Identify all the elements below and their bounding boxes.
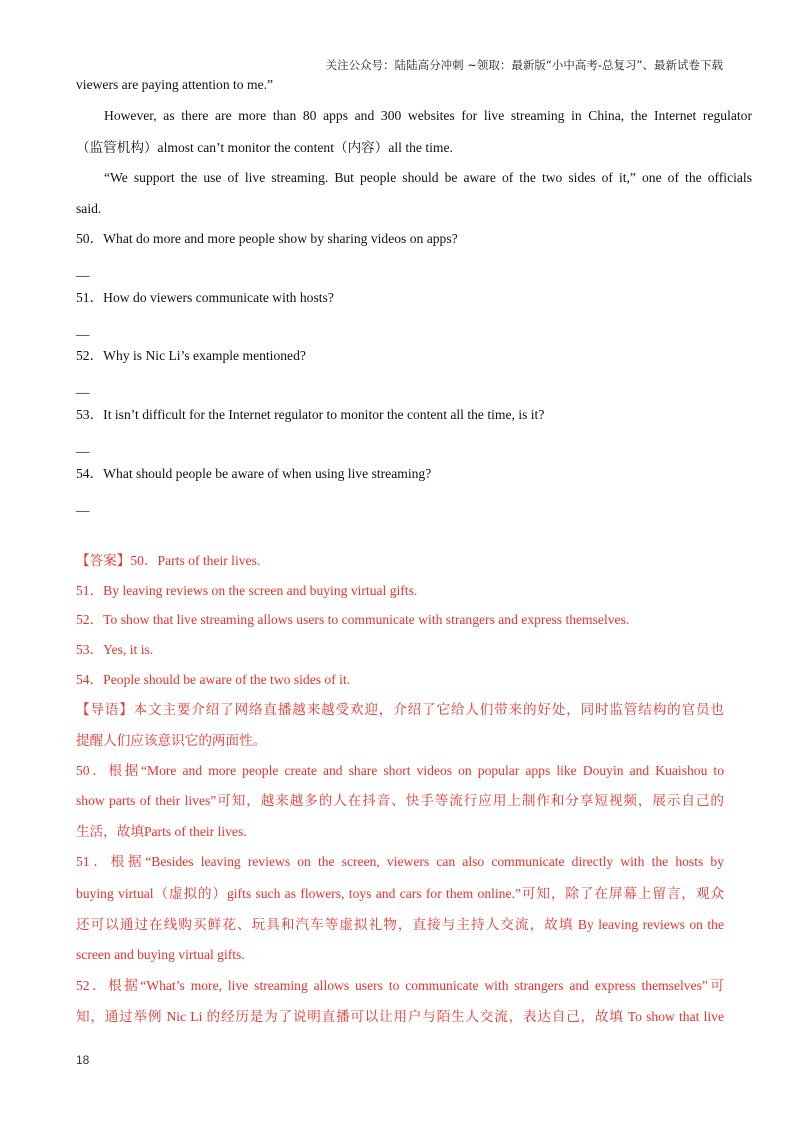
explanation-52-line: 知，通过举例 Nic Li 的经历是为了说明直播可以让用户与陌生人交流，表达自己，故填 To show that live — [76, 1009, 724, 1024]
passage-paragraph: However, as there are more than 80 apps and 300 websites for live streaming in China, the Internet regulator — [104, 108, 752, 123]
answer-label: 【答案】 — [76, 553, 131, 568]
passage-line: viewers are paying attention to me.” — [76, 77, 274, 92]
guide-line: 提醒人们应该意识它的两面性。 — [76, 733, 267, 748]
question-51: 51．How do viewers communicate with hosts? — [76, 290, 334, 305]
answer-blank-52: __ — [76, 380, 90, 395]
explanation-51-line: buying virtual（虚拟的）gifts such as flowers, toys and cars for them online.”可知，除了在屏幕上留言，观众 — [76, 886, 724, 901]
question-54: 54．What should people be aware of when using live streaming? — [76, 466, 432, 481]
answer-blank-53: __ — [76, 439, 90, 454]
page-number: 18 — [76, 1053, 90, 1067]
passage-line: （监管机构）almost can’t monitor the content（内容）all the time. — [76, 140, 453, 155]
answer-53: 53．Yes, it is. — [76, 642, 154, 657]
answer-blank-51: __ — [76, 322, 90, 337]
explanation-51-line: 还可以通过在线购买鲜花、玩具和汽车等虚拟礼物，直接与主持人交流，故填 By leaving reviews on the — [76, 917, 724, 932]
passage-line: said. — [76, 201, 102, 216]
passage-paragraph: “We support the use of live streaming. But people should be aware of the two sides of it,” one of the officials — [104, 170, 752, 185]
explanation-52-line: 52．根据“What’s more, live streaming allows users to communicate with strangers and express themselves”可 — [76, 978, 724, 993]
explanation-51-line: 51．根据“Besides leaving reviews on the screen, viewers can also communicate directly with the hosts by — [76, 854, 724, 869]
explanation-50-line: 50．根据“More and more people create and share short videos on popular apps like Douyin and Kuaishou to — [76, 763, 724, 778]
question-53: 53．It isn’t difficult for the Internet regulator to monitor the content all the time, is it? — [76, 407, 545, 422]
answer-text: 50．Parts of their lives. — [130, 553, 261, 568]
explanation-51-line: screen and buying virtual gifts. — [76, 947, 245, 962]
answer-blank-50: __ — [76, 263, 90, 278]
question-52: 52．Why is Nic Li’s example mentioned? — [76, 348, 306, 363]
explanation-50-line: show parts of their lives”可知，越来越多的人在抖音、快手等流行应用上制作和分享短视频，展示自己的 — [76, 793, 724, 808]
answer-blank-54: __ — [76, 498, 90, 513]
guide-line: 【导语】本文主要介绍了网络直播越来越受欢迎，介绍了它给人们带来的好处，同时监管结构的官员也 — [76, 702, 724, 717]
question-50: 50．What do more and more people show by sharing videos on apps? — [76, 231, 458, 246]
answer-50 — [76, 551, 724, 571]
answer-51: 51．By leaving reviews on the screen and buying virtual gifts. — [76, 583, 418, 598]
answer-54: 54．People should be aware of the two sides of it. — [76, 672, 351, 687]
page-header: 关注公众号：陆陆高分冲刺 ~领取：最新版“小中高考-总复习”、最新试卷下载 — [325, 58, 723, 72]
explanation-50-line: 生活，故填Parts of their lives. — [76, 824, 247, 839]
answer-52: 52．To show that live streaming allows users to communicate with strangers and express themselves. — [76, 612, 630, 627]
